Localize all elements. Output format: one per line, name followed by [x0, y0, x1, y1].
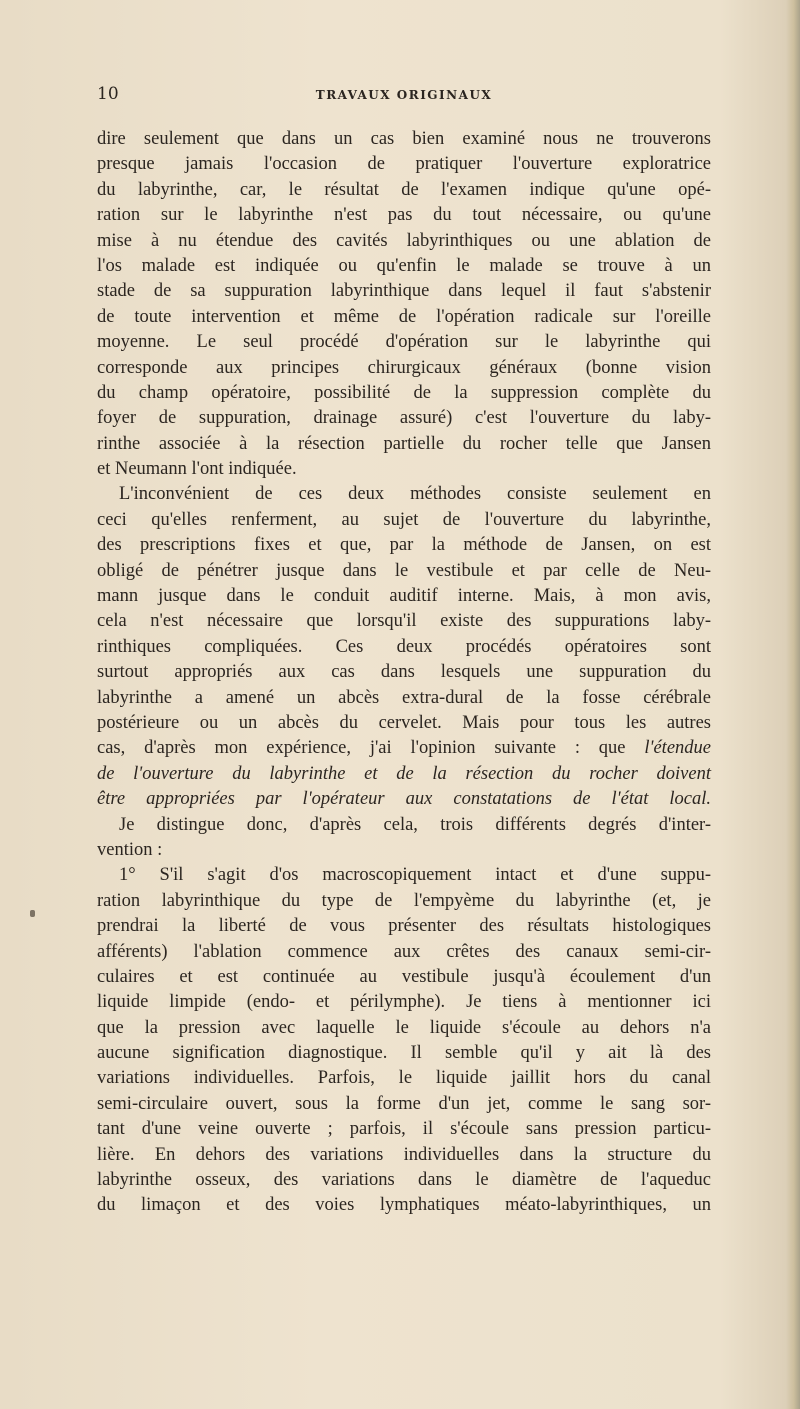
- text-line: mise à nu étendue des cavités labyrinthiques ou une ablation de: [97, 230, 711, 251]
- text-line: labyrinthe osseux, des variations dans le diamètre de l'aqueduc: [97, 1170, 711, 1191]
- text-line: mann jusque dans le conduit auditif interne. Mais, à mon avis,: [97, 586, 711, 607]
- paper-speck: [30, 910, 35, 917]
- body-text: [97, 127, 711, 1219]
- italic-line: de l'ouverture du labyrinthe et de la résection du rocher doivent: [97, 763, 711, 784]
- text-line: moyenne. Le seul procédé d'opération sur le labyrinthe qui: [97, 332, 711, 353]
- text-line: l'os malade est indiquée ou qu'enfin le malade se trouve à un: [97, 255, 711, 276]
- page-edge-shadow: [786, 0, 800, 1409]
- text-line: liquide limpide (endo- et périlymphe). Je tiens à mentionner ici: [97, 992, 711, 1013]
- text-line: stade de sa suppuration labyrinthique dans lequel il faut s'abstenir: [97, 281, 711, 302]
- italic-line: être appropriées par l'opérateur aux constatations de l'état local.: [97, 789, 711, 810]
- text-line: variations individuelles. Parfois, le liquide jaillit hors du canal: [97, 1068, 711, 1089]
- text-line: foyer de suppuration, drainage assuré) c'est l'ouverture du laby-: [97, 408, 711, 429]
- text-line: presque jamais l'occasion de pratiquer l'ouverture exploratrice: [97, 154, 711, 175]
- text-line: corresponde aux principes chirurgicaux généraux (bonne vision: [97, 357, 711, 378]
- text-line: ration labyrinthique du type de l'empyème du labyrinthe (et, je: [97, 890, 711, 911]
- text-line: du limaçon et des voies lymphatiques méato-labyrinthiques, un: [97, 1195, 711, 1216]
- text-line: semi-circulaire ouvert, sous la forme d'un jet, comme le sang sor-: [97, 1093, 711, 1114]
- running-title: TRAVAUX ORIGINAUX: [315, 88, 493, 102]
- text-line: tant d'une veine ouverte ; parfois, il s'écoule sans pression particu-: [97, 1119, 711, 1140]
- text-line: obligé de pénétrer jusque dans le vestibule et par celle de Neu-: [97, 560, 711, 581]
- text-line: surtout appropriés aux cas dans lesquels une suppuration du: [97, 662, 711, 683]
- text-line: vention :: [97, 839, 163, 860]
- text-line: des prescriptions fixes et que, par la méthode de Jansen, on est: [97, 535, 711, 556]
- text-line: culaires et est continuée au vestibule jusqu'à écoulement d'un: [97, 966, 711, 987]
- text-line: que la pression avec laquelle le liquide s'écoule au dehors n'a: [97, 1017, 711, 1038]
- text-line: et Neumann l'ont indiquée.: [97, 459, 297, 480]
- text-line: labyrinthe a amené un abcès extra-dural de la fosse cérébrale: [97, 687, 711, 708]
- text-line: dire seulement que dans un cas bien examiné nous ne trouverons: [97, 129, 711, 149]
- text-line: ceci qu'elles renferment, au sujet de l'ouverture du labyrinthe,: [97, 509, 711, 530]
- text-line: postérieure ou un abcès du cervelet. Mais pour tous les autres: [97, 712, 711, 733]
- page-number: 10: [97, 84, 119, 104]
- italic-segment: l'étendue: [644, 738, 711, 759]
- text-line: cela n'est nécessaire que lorsqu'il existe des suppurations laby-: [97, 611, 711, 632]
- text-line: du champ opératoire, possibilité de la suppression complète du: [97, 382, 711, 403]
- text-line: ration sur le labyrinthe n'est pas du tout nécessaire, ou qu'une: [97, 205, 711, 226]
- text-line-mixed: [97, 736, 711, 761]
- text-line: Je distingue donc, d'après cela, trois différents degrés d'inter-: [119, 814, 711, 835]
- text-line: L'inconvénient de ces deux méthodes consiste seulement en: [119, 484, 711, 505]
- text-line: 1° S'il s'agit d'os macroscopiquement intact et d'une suppu-: [119, 865, 711, 886]
- text-line: aucune signification diagnostique. Il semble qu'il y ait là des: [97, 1043, 711, 1064]
- text-line: lière. En dehors des variations individuelles dans la structure du: [97, 1144, 711, 1165]
- text-line: de toute intervention et même de l'opération radicale sur l'oreille: [97, 306, 711, 327]
- text-line: afférents) l'ablation commence aux crêtes des canaux semi-cir-: [97, 941, 711, 962]
- text-line: rinthe associée à la résection partielle du rocher telle que Jansen: [97, 433, 711, 454]
- text-line: rinthiques compliquées. Ces deux procédés opératoires sont: [97, 636, 711, 657]
- text-line: prendrai la liberté de vous présenter des résultats histologiques: [97, 916, 711, 937]
- page-header: [97, 84, 711, 108]
- text-segment: cas, d'après mon expérience, j'ai l'opinion suivante : que: [97, 738, 626, 759]
- text-line: du labyrinthe, car, le résultat de l'examen indique qu'une opé-: [97, 179, 711, 200]
